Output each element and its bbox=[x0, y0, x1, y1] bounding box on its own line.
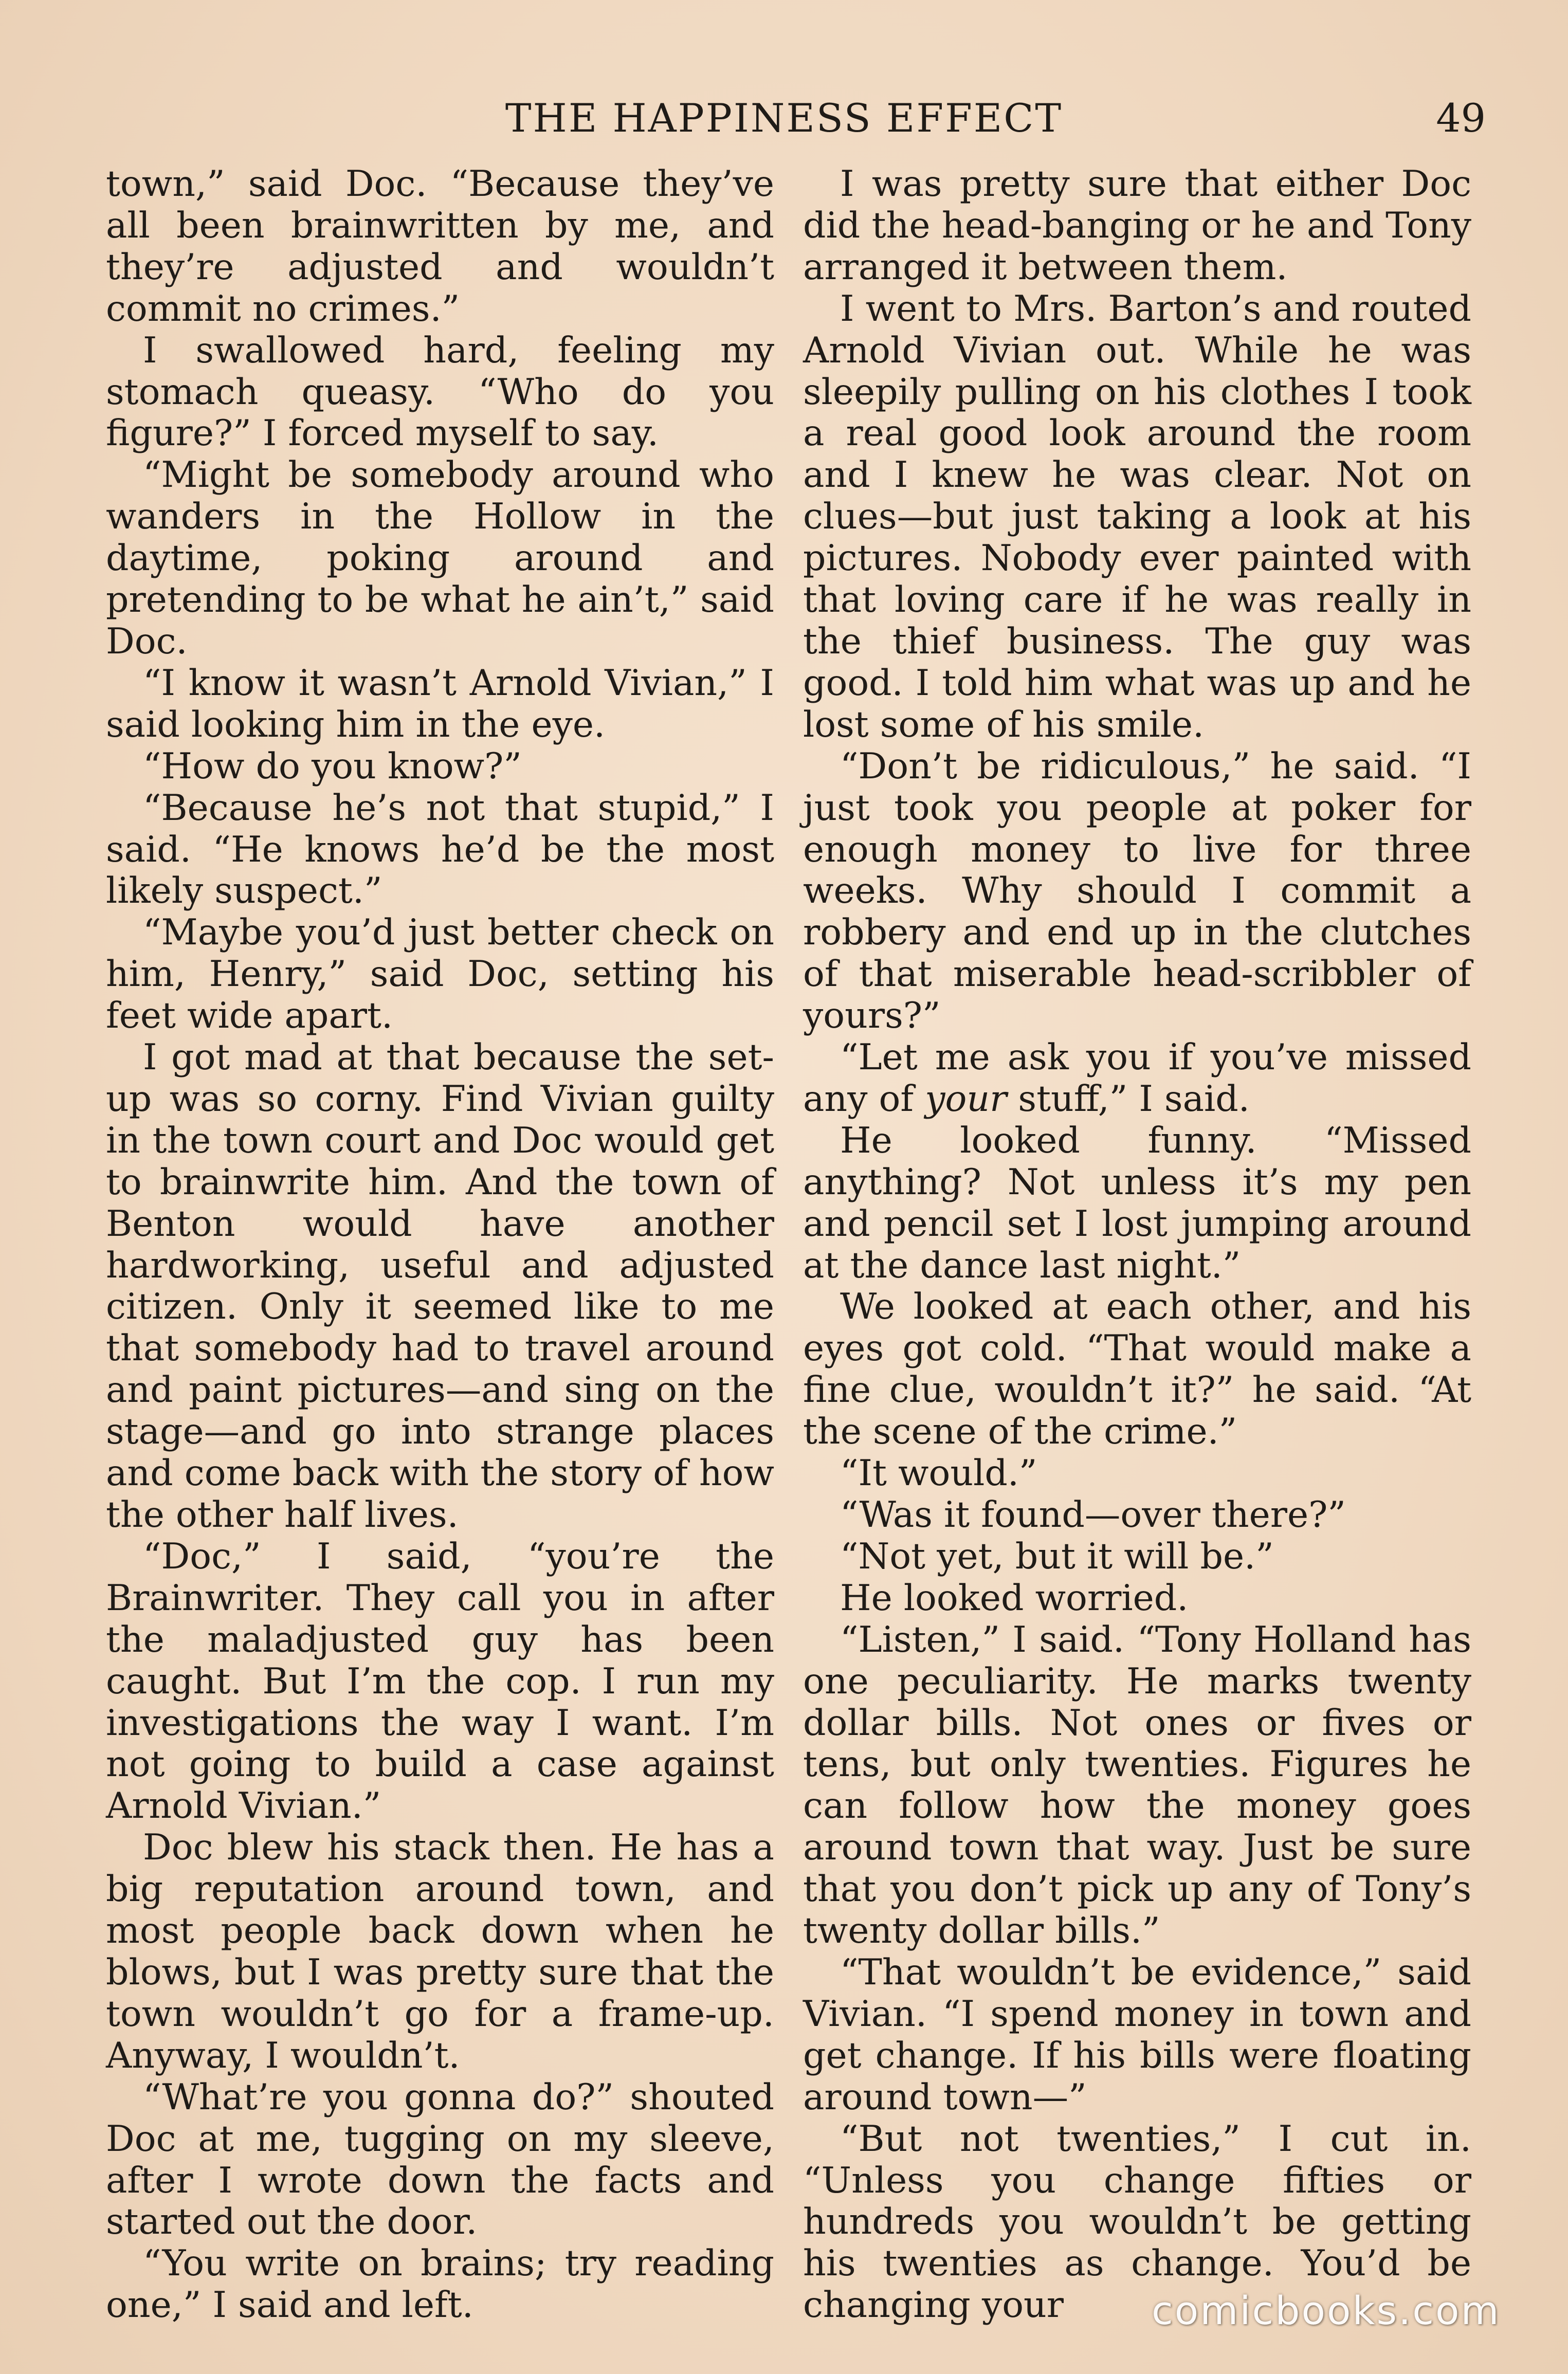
emphasized-word: your bbox=[925, 1078, 1007, 1120]
paragraph: I went to Mrs. Barton’s and routed Arnold Vivian out. While he was sleepily pulling on his clothes I took a real good look around the room and I knew he was clear. Not on clues—but just taking a look at his pictures. Nobody ever painted with that loving care if he was really in the thief business. The guy was good. I told him what was up and he lost some of his smile. bbox=[803, 287, 1471, 745]
running-title: THE HAPPINESS EFFECT bbox=[505, 95, 1063, 141]
watermark: comicbooks.com bbox=[1152, 2288, 1501, 2333]
paragraph: “It would.” bbox=[840, 1452, 1037, 1494]
paragraph: “What’re you gonna do?” shouted Doc at me, tugging on my sleeve, after I wrote down the facts and started out the door. bbox=[106, 2076, 774, 2243]
paragraph: “Listen,” I said. “Tony Holland has one peculiarity. He marks twenty dollar bills. Not ones or fives or tens, but only twenties. Figures he can follow how the money goes around town that way. Just be sure that you don’t pick up any of Tony’s twenty dollar bills.” bbox=[803, 1618, 1471, 1952]
paragraph: “Was it found—over there?” bbox=[840, 1494, 1346, 1536]
paragraph: “Doc,” I said, “you’re the Brainwriter. They call you in after the maladjusted guy has been caught. But I’m the cop. I run my investigations the way I want. I’m not going to build a case against Arnold Vivian.” bbox=[106, 1535, 774, 1827]
paragraph: I was pretty sure that either Doc did the head-banging or he and Tony arranged it between them. bbox=[803, 163, 1471, 288]
paragraph: Doc blew his stack then. He has a big reputation around town, and most people back down when he blows, but I was pretty sure that the town wouldn’t go for a frame-up. Anyway, I wouldn’t. bbox=[106, 1827, 774, 2076]
paragraph: We looked at each other, and his eyes got cold. “That would make a fine clue, wouldn’t it?” he said. “At the scene of the crime.” bbox=[803, 1286, 1471, 1453]
paragraph-text-before: “Let me ask you if you’ve missed any of bbox=[803, 1036, 1471, 1120]
page-number: 49 bbox=[1436, 95, 1486, 141]
paragraph: He looked funny. “Missed anything? Not unless it’s my pen and pencil set I lost jumping around at the dance last night.” bbox=[803, 1119, 1471, 1286]
paragraph-with-emphasis bbox=[803, 1037, 1471, 1120]
paragraph: I swallowed hard, feeling my stomach queasy. “Who do you figure?” I forced myself to say. bbox=[106, 329, 774, 454]
paragraph: “Don’t be ridiculous,” he said. “I just took you people at poker for enough money to live for three weeks. Why should I commit a robbery and end up in the clutches of that miserable head-scribbler of yours?” bbox=[803, 745, 1471, 1037]
paragraph: town,” said Doc. “Because they’ve all been brainwritten by me, and they’re adjusted and wouldn’t commit no crimes.” bbox=[106, 163, 774, 330]
paragraph: “Maybe you’d just better check on him, Henry,” said Doc, setting his feet wide apart. bbox=[106, 911, 774, 1037]
paragraph: “How do you know?” bbox=[143, 745, 522, 787]
paragraph: I got mad at that because the set-up was so corny. Find Vivian guilty in the town court and Doc would get to brainwrite him. And the town of Benton would have another hardworking, useful and adjusted citizen. Only it seemed like to me that somebody had to travel around and paint pictures—and sing on the stage—and go into strange places and come back with the story of how the other half lives. bbox=[106, 1036, 774, 1536]
paragraph: “Might be somebody around who wanders in the Hollow in the daytime, poking around and pretending to be what he ain’t,” said Doc. bbox=[106, 454, 774, 662]
text-column-left bbox=[106, 163, 774, 2326]
text-column-right bbox=[803, 163, 1471, 2326]
page-header bbox=[0, 90, 1568, 147]
paragraph-text-after: stuff,” I said. bbox=[1007, 1078, 1250, 1120]
paragraph: He looked worried. bbox=[840, 1577, 1189, 1619]
paragraph: “Because he’s not that stupid,” I said. “He knows he’d be the most likely suspect.” bbox=[106, 787, 774, 912]
paragraph: “That wouldn’t be evidence,” said Vivian. “I spend money in town and get change. If his bills were floating around town—” bbox=[803, 1951, 1471, 2118]
paragraph: “But not twenties,” I cut in. “Unless you change fifties or hundreds you wouldn’t be getting his twenties as change. You’d be changing your bbox=[803, 2117, 1471, 2326]
paragraph: “You write on brains; try reading one,” I said and left. bbox=[106, 2242, 774, 2326]
paragraph: “Not yet, but it will be.” bbox=[840, 1535, 1274, 1577]
paragraph: “I know it wasn’t Arnold Vivian,” I said looking him in the eye. bbox=[106, 662, 774, 745]
